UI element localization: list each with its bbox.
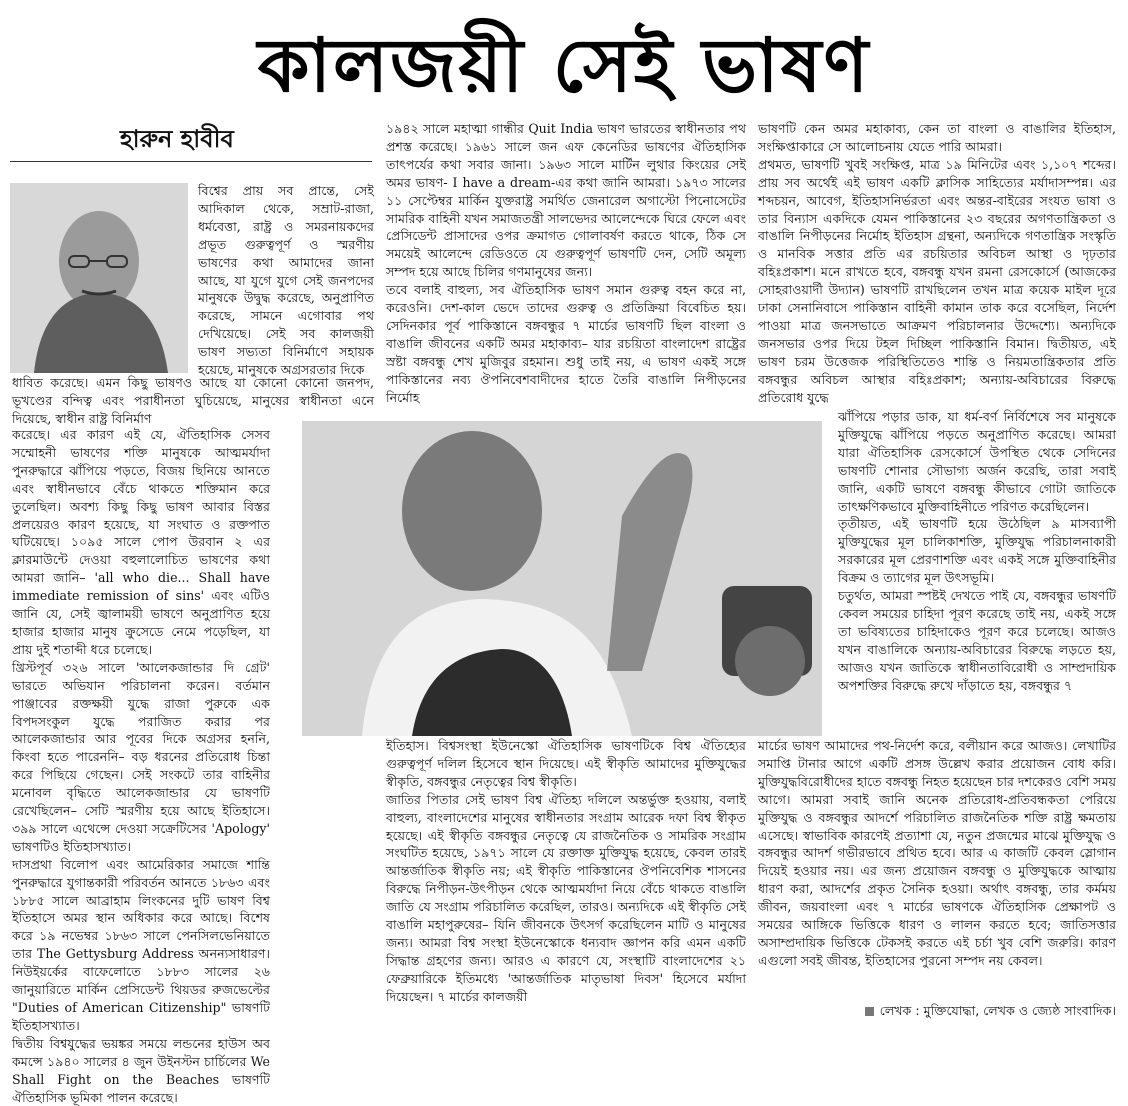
article-column-2-bottom: ইতিহাস। বিশ্বসংস্থা ইউনেস্কো ঐতিহাসিক ভাষণটিকে বিশ্ব ঐতিহ্যের গুরুত্বপূর্ণ দলিল হিসেবে স্থান দিয়েছে। এই স্বীকৃতি আমাদের মুক্তিযুদ্ধের স্বীকৃতি, বঙ্গবন্ধুর নেতৃত্বের বিশ্ব স্বীকৃতি। জাতির পিতার সেই ভাষণ বিশ্ব ঐতিহ্য দলিলে অন্তর্ভুক্ত হওয়ায়, বলাই বাহুল্য, বাংলাদেশের মানুষের স্বাধীনতার সংগ্রাম আরেক দফা বিশ্ব স্বীকৃত হয়েছে। এই স্বীকৃতি বঙ্গবন্ধুর নেতৃত্বে যে রাজনৈতিক ও সামরিক সংগ্রাম সংঘটিত হয়েছে, ১৯৭১ সালে যে রক্তাক্ত মুক্তিযুদ্ধ হয়েছে, কেবল তারই আন্তর্জাতিক স্বীকৃতি নয়; এই স্বীকৃতি পাকিস্তানের ঔপনিবেশিক শাসনের বিরুদ্ধে নিপীড়ন-উৎপীড়ন থেকে আত্মমর্যাদা নিয়ে বেঁচে থাকতে বাঙালি জাতি যে সংগ্রাম পরিচালিত করেছিল, তারও। অন্যদিকে এই স্বীকৃতি সেই বাঙালি মহাপুরুষের– যিনি জীবনকে উৎসর্গ করেছিলেন মাটি ও মানুষের জন্য। আমরা বিশ্ব সংস্থা ইউনেস্কোকে ধন্যবাদ জ্ঞাপন করি এমন একটি সিদ্ধান্ত গ্রহণের জন্য। আরও এ কারণে যে, সংস্থাটি বাংলাদেশের ২১ ফেব্রুয়ারিকে ইতিমধ্যে 'আন্তর্জাতিক মাতৃভাষা দিবস' হিসেবে মর্যাদা দিয়েছেন। ৭ মার্চের কালজয়ী — [386, 738, 746, 1004]
author-byline: হারুন হাবীব — [120, 125, 234, 153]
article-column-3-top: ভাষণটি কেন অমর মহাকাব্য, কেন তা বাংলা ও বাঙালির ইতিহাস, সংক্ষিপ্তাকারে সে আলোচনায় যেতে পারি আমরা। প্রথমত, ভাষণটি খুবই সংক্ষিপ্ত, মাত্র ১৯ মিনিটের এবং ১,১০৭ শব্দের। প্রায় সব অর্থেই এই ভাষণ একটি ক্লাসিক সাহিত্যের মর্যাদাসম্পন্ন। এর শব্দচয়ন, আবেগ, ইতিহাসনির্ভরতা এবং অন্তর-বাইরের সংযত ভাষা ও তার বিন্যাস একদিকে যেমন পাকিস্তানের ২৩ বছরের অগণতান্ত্রিকতা ও বাঙালি নিপীড়নের নির্মোহ ইতিহাস গ্রন্থনা, অন্যদিকে গণতান্ত্রিক সংস্কৃতি ও মানবিক সত্তার প্রতি এর রচয়িতার অবিচল আস্থা ও দৃঢ়তার বহিঃপ্রকাশ। মনে রাখতে হবে, বঙ্গবন্ধু যখন রমনা রেসকোর্সে (আজকের সোহরাওয়ার্দী উদ্যান) ভাষণটি রাখছিলেন তখন মাত্র কয়েক মাইল দূরে ঢাকা সেনানিবাসে পাকিস্তান বাহিনী কামান তাক করে বসেছিল, নির্দেশ পাওয়া মাত্র জনসভাতে আক্রমণ পরিচালনার উদ্দেশ্যে। অন্যদিকে জনসভার ওপর দিয়ে টহল দিচ্ছিল পাকিস্তানি বিমান। দ্বিতীয়ত, এই ভাষণ চরম উত্তেজক পরিস্থিতিতেও শান্তি ও নিয়মতান্ত্রিকতার প্রতি বঙ্গবন্ধুর অবিচল আস্থার বহিঃপ্রকাশ; অন্যায়-অবিচারের বিরুদ্ধে প্রতিরোধ যুদ্ধে — [758, 121, 1116, 405]
byline-rule — [10, 161, 372, 162]
article-column-1-top: বিশ্বের প্রায় সব প্রান্তে, সেই আদিকাল থেকে, সম্রাট-রাজা, ধর্মবেত্তা, রাষ্ট্র ও সমরনায়কদের প্রভূত গুরুত্বপূর্ণ ও স্মরণীয় ভাষণের কথা আমাদের জানা আছে, যা যুগে যুগে সেই জনপদের মানুষকে উদ্বুদ্ধ করেছে, অনুপ্রাণিত করেছে, সামনে এগোবার পথ দেখিয়েছে। সেই সব কালজয়ী ভাষণ সভ্যতা বিনির্মাণে সহায়ক হয়েছে, মানুষকে অগ্রসরতার দিকে — [198, 183, 374, 378]
article-column-3-bottom: মার্চের ভাষণ আমাদের পথ-নির্দেশ করে, বলীয়ান করে আজও। লেখাটির সমাপ্তি টানার আগে একটি প্রসঙ্গ উল্লেখ করার প্রয়োজন বোধ করি। মুক্তিযুদ্ধবিরোধীদের হাতে বঙ্গবন্ধু নিহত হয়েছেন চার দশকেরও বেশি সময় আগে। আমরা সবাই জানি অনেক প্রতিরোধ-প্রতিবন্ধকতা পেরিয়ে মুক্তিযুদ্ধ ও বঙ্গবন্ধুর আদর্শে পরিচালিত রাজনৈতিক শক্তি রাষ্ট্র ক্ষমতায় এসেছে। স্বাভাবিক কারণেই প্রত্যাশা যে, নতুন প্রজন্মের মাঝে মুক্তিযুদ্ধ ও বঙ্গবন্ধুর আদর্শ গভীরভাবে প্রথিত হবে। আর এ কাজটি কেবল স্লোগান দিয়েই হওয়ার নয়। এর জন্য প্রয়োজন বঙ্গবন্ধু ও মুক্তিযুদ্ধকে আত্মায় ধারণ করা, আদর্শের প্রকৃত সৈনিক হওয়া। অর্থাৎ বঙ্গবন্ধু, তার কর্মময় জীবন, জয়বাংলা এবং ৭ মার্চের ভাষণকে ঐতিহাসিক প্রেক্ষাপট ও সময়ের আঙ্গিকে ভিত্তিকে ধারণ ও লালন করতে হবে; জাতিসত্তার অসাম্প্রদায়িক ভিত্তিকে টেকসই করতে এই চর্চা খুব বেশি জরুরি। কারণ এগুলো সবই জীবন্ত, ইতিহাসের পুরনো সম্পদ নয় কেবল। — [758, 738, 1116, 968]
headline: কালজয়ী সেই ভাষণ — [257, 23, 871, 109]
article-column-1-body: করেছে। এর কারণ এই যে, ঐতিহাসিক সেসব সম্মোহনী ভাষণের শক্তি মানুষকে আত্মমর্যাদা পুনরুদ্ধারে ঝাঁপিয়ে পড়তে, বিজয় ছিনিয়ে আনতে এবং স্বাধীনভাবে বেঁচে থাকতে শক্তিমান করে তুলেছিল। অবশ্য কিছু কিছু ভাষণ আবার বিস্তর প্রলয়েরও কারণ হয়েছে, যা সংঘাত ও রক্তপাত ঘটিয়েছে। ১০৯৫ সালে পোপ উরবান ২ এর ক্লারমাউন্টে দেওয়া বহুলালোচিত ভাষণের কথা আমরা জানি– 'all who die... Shall have immediate remission of sins' এবং এটিও জানি যে, সেই জ্বালাময়ী ভাষণে অনুপ্রাণিত হয়ে হাজার হাজার মানুষ ক্রুসেডে নেমে পড়েছিল, যা প্রায় দুই শতাব্দী ধরে চলেছে। খ্রিস্টপূর্ব ৩২৬ সালে 'আলেকজান্ডার দি গ্রেট' ভারতে অভিযান পরিচালনা করেন। বর্তমান পাঞ্জাবের রক্তক্ষয়ী যুদ্ধে রাজা পুরুকে এক বিপদসংকুল যুদ্ধে পরাজিত করার পর আলেকজান্ডার আর পূবের দিকে অগ্রসর হননি, কিংবা হতে পারেননি– বড় ধরনের প্রতিরোধ চিন্তা করে পিছিয়ে গেছেন। সেই সংকটে তার বাহিনীর মনোবল বৃদ্ধিতে আলেকজান্ডার যে ভাষণটি রেখেছিলেন– সেটি স্মরণীয় হয়ে আছে ইতিহাসে। ৩৯৯ সালে এথেন্সে দেওয়া সক্রেটিসের 'Apology' ভাষণটিও ইতিহাসখ্যাত। দাসপ্রথা বিলোপ এবং আমেরিকার সমাজে শান্তি পুনরুদ্ধারে যুগান্তকারী পরিবর্তন আনতে ১৮৬৩ এবং ১৮৮৫ সালে আব্রাহাম লিংকনের দুটি ভাষণ বিশ্ব ইতিহাসে অমর স্থান অধিকার করে আছে। বিশেষ করে ১৯ নভেম্বর ১৮৬৩ সালে পেনসিলভেনিয়াতে তার The Gettysburg Address অনন্যসাধারণ। নিউইয়র্কের বাফেলোতে ১৮৮৩ সালের ২৬ জানুয়ারিতে মার্কিন প্রেসিডেন্ট থিয়ডর রুজভেল্টের "Duties of American Citizenship" ভাষণটি ইতিহাসখ্যাত। দ্বিতীয় বিশ্বযুদ্ধের ভয়ঙ্কর সময়ে লন্ডনের হাউস অব কমন্সে ১৯৪০ সালের ৪ জুন উইনস্টন চার্চিলের We Shall Fight on the Beaches ভাষণটি ঐতিহাসিক ভূমিকা পালন করেছে। — [12, 427, 270, 1105]
article-column-1-mid: ধাবিত করেছে। এমন কিছু ভাষণও আছে যা কোনো কোনো জনপদ, ভূখণ্ডের বন্দিত্ব এবং পরাধীনতা ঘুচিয়েছে, মানুষের স্বাধীনতা এনে দিয়েছে, স্বাধীন রাষ্ট্র বিনির্মাণ — [12, 375, 374, 426]
author-note-text: লেখক : মুক্তিযোদ্ধা, লেখক ও জ্যেষ্ঠ সাংবাদিক। — [879, 1003, 1116, 1018]
square-bullet-icon — [865, 1007, 874, 1016]
author-photo — [10, 183, 188, 373]
article-column-2-top: ১৯৪২ সালে মহাত্মা গান্ধীর Quit India ভাষণ ভারতের স্বাধীনতার পথ প্রশস্ত করেছে। ১৯৬১ সালে জন এফ কেনেডির ভাষণের ঐতিহাসিক তাৎপর্যের কথা সবার জানা। ১৯৬৩ সালে মার্টিন লুথার কিংয়ের সেই অমর ভাষণ- I have a dream-এর কথা জানি আমরা। ১৯৭৩ সালের ১১ সেপ্টেম্বর মার্কিন যুক্তরাষ্ট্র সমর্থিত জেনারেল অগাস্টো পিনোসেটের সামরিক বাহিনী যখন সমাজতন্ত্রী সালভেদর আলেন্দেকে ঘিরে ফেলে এবং প্রেসিডেন্ট প্রাসাদের ওপর ক্রমাগত গোলাবর্ষণ করতে থাকে, ঠিক সে সময়েই আলেন্দে রেডিওতে যে গুরুত্বপূর্ণ ভাষণটি দেন, সেটি অমূল্য সম্পদ হয়ে আছে চিলির গণমানুষের জন্য। তবে বলাই বাহুল্য, সব ঐতিহাসিক ভাষণ সমান গুরুত্ব বহন করে না, করেওনি। দেশ-কাল ভেদে তাদের গুরুত্ব ও প্রতিক্রিয়া বিবেচিত হয়। সেদিনকার পূর্ব পাকিস্তানে বঙ্গবন্ধুর ৭ মার্চের ভাষণটি ছিল বাংলা ও বাঙালি জীবনের একটি অমর মহাকাব্য– যার রচয়িতা বাংলাদেশ রাষ্ট্রের স্রষ্টা বঙ্গবন্ধু শেখ মুজিবুর রহমান। শুধু তাই নয়, এ ভাষণ একই সঙ্গে পাকিস্তানের নব্য ঔপনিবেশবাদীদের হাতে তৈরি বাঙালি নিপীড়নের নির্মোহ — [386, 121, 746, 405]
speech-photo — [302, 421, 822, 736]
article-column-3-mid: ঝাঁপিয়ে পড়ার ডাক, যা ধর্ম-বর্ণ নির্বিশেষে সব মানুষকে মুক্তিযুদ্ধে ঝাঁপিয়ে পড়তে অনুপ্রাণিত করেছে। আমরা যারা ঐতিহাসিক রেসকোর্সে উপস্থিত থেকে সেদিনের ভাষণটি শোনার সৌভাগ্য অর্জন করেছি, তারা সবাই জানি, একটি ভাষণে বঙ্গবন্ধু কীভাবে গোটা জাতিকে তাৎক্ষণিকভাবে মুক্তিবাহিনীতে পরিণত করেছিলেন। তৃতীয়ত, এই ভাষণটি হয়ে উঠেছিল ৯ মাসব্যাপী মুক্তিযুদ্ধের মূল চালিকাশক্তি, মুক্তিযুদ্ধ পরিচালনাকারী সরকারের মূল প্রেরণাশক্তি এবং একই সঙ্গে মুক্তিবাহিনীর বিক্রম ও ত্যাগের মূল উৎসভূমি। চতুর্থত, আমরা স্পষ্টই দেখতে পাই যে, বঙ্গবন্ধুর ভাষণটি কেবল সময়ের চাহিদা পূরণ করেছে তাই নয়, একই সঙ্গে তা ভবিষ্যতের চাহিদাকেও পূরণ করে চলেছে। আজও যখন বাঙালিকে অন্যায়-অবিচারের বিরুদ্ধে লড়তে হয়, আজও যখন জাতিকে স্বাধীনতাবিরোধী ও সাম্প্রদায়িক অপশক্তির বিরুদ্ধে রুখে দাঁড়াতে হয়, বঙ্গবন্ধুর ৭ — [838, 409, 1116, 693]
author-note — [865, 1003, 1116, 1023]
